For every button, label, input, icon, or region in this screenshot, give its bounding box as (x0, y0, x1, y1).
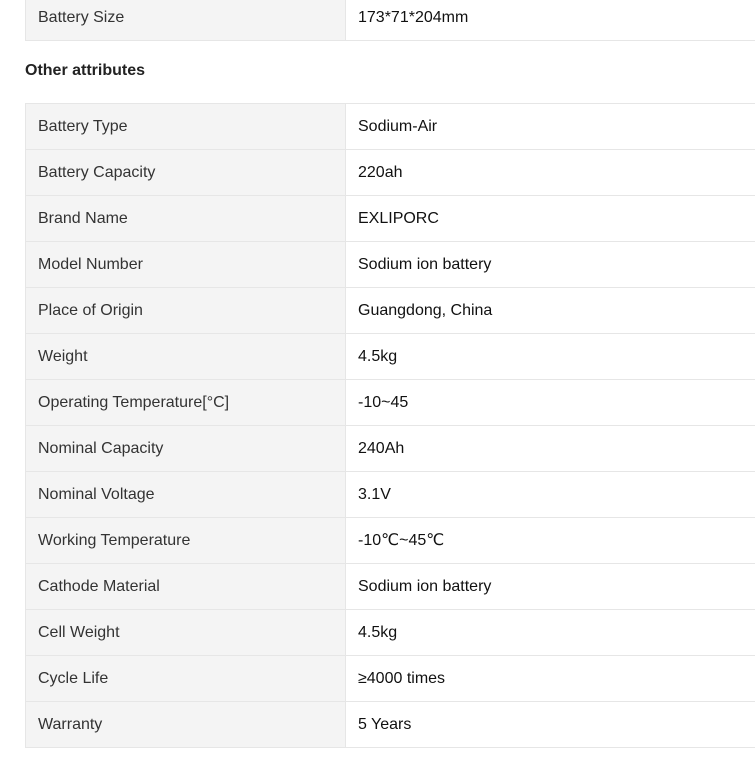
section-title: Other attributes (25, 62, 146, 79)
table-row (26, 334, 755, 380)
attribute-key: Working Temperature (26, 518, 346, 564)
attribute-key: Place of Origin (26, 288, 346, 334)
attribute-value: 220ah (346, 150, 755, 196)
attribute-key: Cell Weight (26, 610, 346, 656)
attribute-value: 240Ah (346, 426, 755, 472)
table-row (26, 656, 755, 702)
attribute-key: Model Number (26, 242, 346, 288)
attribute-key: Battery Capacity (26, 150, 346, 196)
attribute-value: EXLIPORC (346, 196, 755, 242)
table-row (26, 610, 755, 656)
attribute-value: 5 Years (346, 702, 755, 748)
attribute-value: 173*71*204mm (346, 0, 755, 41)
other-attributes-table (25, 103, 755, 748)
attribute-value: -10℃~45℃ (346, 518, 755, 564)
attribute-value: -10~45 (346, 380, 755, 426)
attribute-key: Battery Type (26, 104, 346, 150)
table-row (26, 518, 755, 564)
table-row (26, 472, 755, 518)
table-row (26, 242, 755, 288)
attribute-key: Weight (26, 334, 346, 380)
attribute-key: Nominal Voltage (26, 472, 346, 518)
table-row (26, 0, 755, 41)
table-row (26, 150, 755, 196)
attribute-value: 4.5kg (346, 334, 755, 380)
attribute-value: Guangdong, China (346, 288, 755, 334)
attribute-key: Cathode Material (26, 564, 346, 610)
attribute-value: 4.5kg (346, 610, 755, 656)
attribute-key: Cycle Life (26, 656, 346, 702)
attribute-value: 3.1V (346, 472, 755, 518)
attribute-key: Brand Name (26, 196, 346, 242)
table-row (26, 564, 755, 610)
table-row (26, 104, 755, 150)
attribute-key: Operating Temperature[°C] (26, 380, 346, 426)
key-attributes-table (25, 0, 755, 41)
table-row (26, 288, 755, 334)
table-row (26, 702, 755, 748)
table-row (26, 380, 755, 426)
attribute-value: Sodium-Air (346, 104, 755, 150)
attribute-key: Warranty (26, 702, 346, 748)
attribute-value: Sodium ion battery (346, 242, 755, 288)
table-row (26, 426, 755, 472)
attribute-value: Sodium ion battery (346, 564, 755, 610)
attribute-value: ≥4000 times (346, 656, 755, 702)
attribute-key: Battery Size (26, 0, 346, 41)
attribute-key: Nominal Capacity (26, 426, 346, 472)
table-row (26, 196, 755, 242)
